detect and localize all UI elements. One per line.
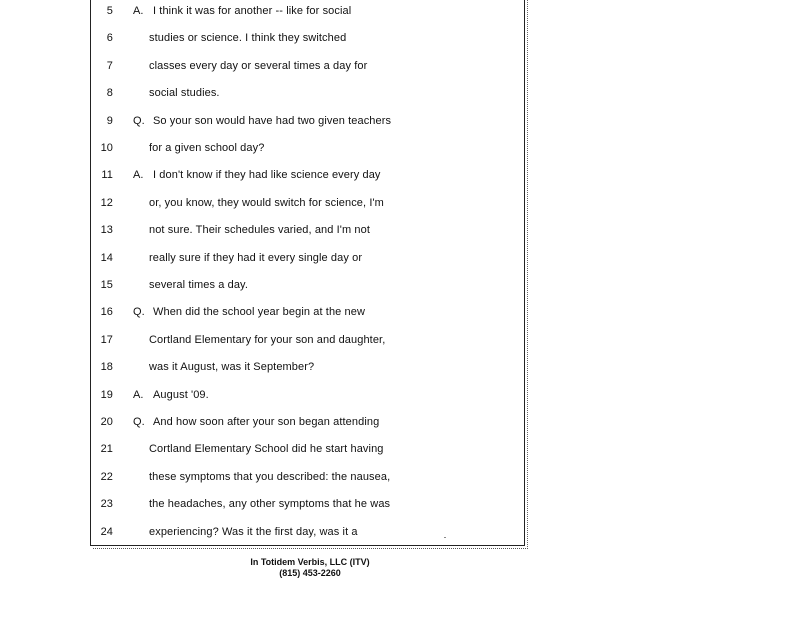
line-number: 13 <box>100 224 113 237</box>
transcript-line <box>91 249 526 267</box>
line-number: 5 <box>106 5 113 17</box>
line-number: 7 <box>106 59 113 72</box>
line-text: So your son would have had two given teachers <box>153 114 392 127</box>
transcript-line <box>91 413 526 431</box>
line-text: And how soon after your son began attending <box>153 416 380 428</box>
line-number: 22 <box>100 470 113 483</box>
transcript-line <box>91 57 526 75</box>
transcript-line <box>91 29 526 47</box>
line-number: 24 <box>100 525 113 538</box>
line-number: 23 <box>100 498 113 511</box>
transcript-line <box>91 2 526 20</box>
line-text: these symptoms that you described: the nausea, <box>149 470 391 483</box>
line-number: 11 <box>101 169 113 182</box>
line-text: Cortland Elementary School did he start having <box>149 443 384 456</box>
footer-phone: (815) 453-2260 <box>279 568 341 578</box>
line-text: the headaches, any other symptoms that he was <box>149 498 391 511</box>
footer-company: In Totidem Verbis, LLC (ITV) <box>250 557 370 567</box>
line-number: 20 <box>100 416 113 428</box>
transcript-line <box>91 221 526 239</box>
transcript-line <box>91 440 526 458</box>
line-number: 8 <box>106 87 113 100</box>
line-text: experiencing? Was it the first day, was it a <box>149 525 358 538</box>
line-text: social studies. <box>149 87 220 100</box>
scan-speck <box>444 537 446 538</box>
line-text: not sure. Their schedules varied, and I'm not <box>149 224 371 237</box>
transcript-line <box>91 194 526 212</box>
line-number: 16 <box>100 306 113 319</box>
line-number: 14 <box>100 251 113 264</box>
transcript-line <box>91 523 526 541</box>
transcript-line <box>91 166 526 184</box>
transcript-line <box>91 331 526 349</box>
transcript-page <box>90 0 525 546</box>
line-text: I think it was for another -- like for social <box>153 5 352 17</box>
speaker-label: A. <box>133 169 144 182</box>
line-number: 19 <box>100 388 113 401</box>
line-text: August '09. <box>153 388 209 401</box>
transcript-line <box>91 386 526 404</box>
speaker-label: A. <box>133 388 144 401</box>
transcript-line <box>91 468 526 486</box>
line-text: several times a day. <box>149 279 249 291</box>
speaker-label: A. <box>133 5 144 17</box>
line-number: 12 <box>100 196 113 209</box>
line-number: 17 <box>100 333 113 346</box>
line-number: 15 <box>100 279 113 291</box>
line-text: was it August, was it September? <box>149 361 315 374</box>
line-text: really sure if they had it every single day or <box>149 251 363 264</box>
speaker-label: Q. <box>133 416 145 428</box>
speaker-label: Q. <box>133 114 145 127</box>
transcript-line <box>91 112 526 130</box>
transcript-line <box>91 495 526 513</box>
line-text: Cortland Elementary for your son and daughter, <box>149 333 386 346</box>
line-text: I don't know if they had like science every day <box>153 169 381 182</box>
line-number: 18 <box>100 361 113 374</box>
transcript-line <box>91 139 526 157</box>
line-text: classes every day or several times a day for <box>149 59 368 72</box>
page-footer <box>200 557 420 579</box>
line-number: 10 <box>100 142 113 154</box>
speaker-label: Q. <box>133 306 145 319</box>
transcript-line <box>91 84 526 102</box>
line-text: studies or science. I think they switched <box>149 32 347 45</box>
line-text: When did the school year begin at the new <box>153 306 366 319</box>
line-number: 21 <box>100 443 113 456</box>
transcript-line <box>91 276 526 294</box>
transcript-line <box>91 303 526 321</box>
line-text: or, you know, they would switch for science, I'm <box>149 196 384 209</box>
transcript-line <box>91 358 526 376</box>
line-number: 9 <box>106 114 113 127</box>
line-text: for a given school day? <box>149 142 265 154</box>
line-number: 6 <box>106 32 113 45</box>
